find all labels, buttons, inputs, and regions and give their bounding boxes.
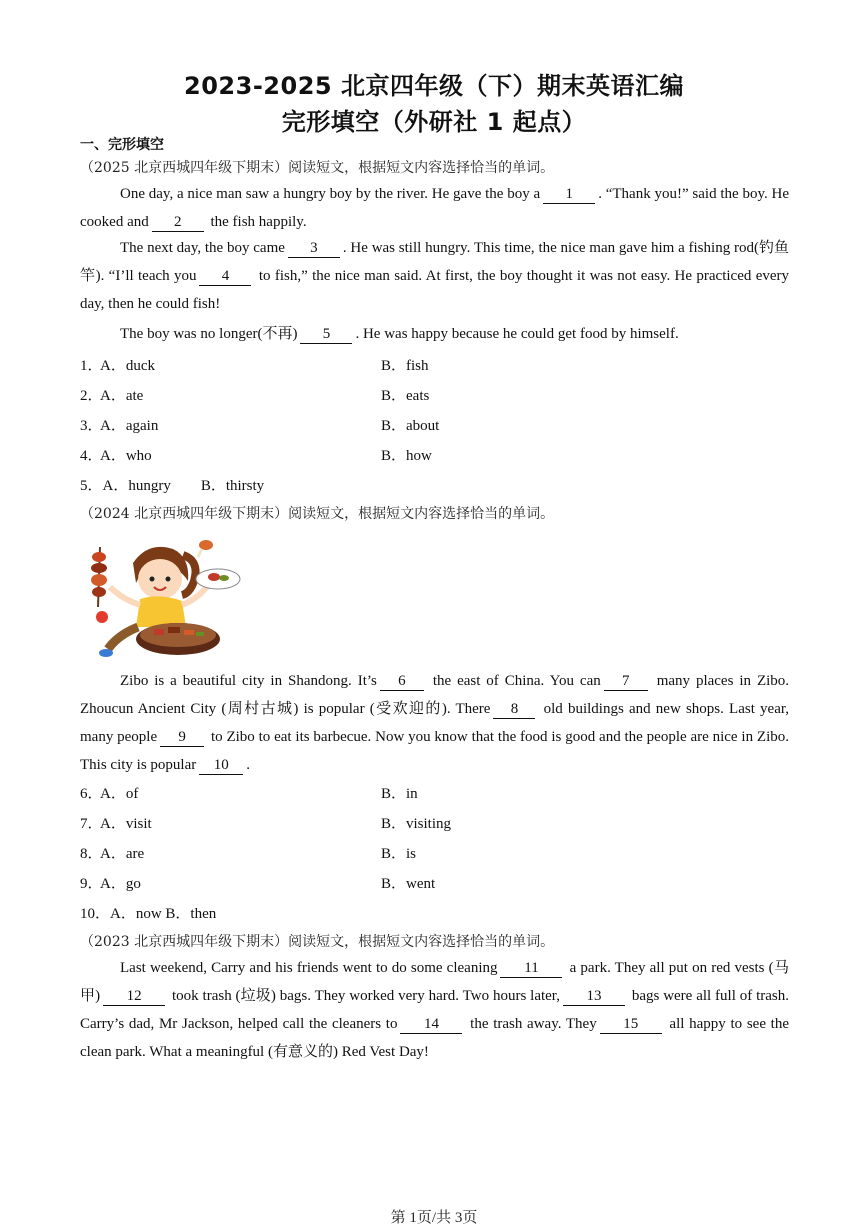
question-number: 9． xyxy=(80,876,103,892)
text-run: . “Thank you!” said the boy. He cooked and xyxy=(80,186,789,230)
text-run: Zibo is a beautiful city in Shandong. It’s xyxy=(120,673,377,689)
text-run: . He was happy because he could get food by himself. xyxy=(355,326,679,342)
blank-6: 6 xyxy=(380,672,424,691)
text-run: The next day, the boy came xyxy=(120,240,285,256)
question-number: 7． xyxy=(80,816,103,832)
question-9 xyxy=(80,872,789,894)
passage1-paragraph2 xyxy=(80,234,789,318)
option-b[interactable]: B．in xyxy=(381,786,418,802)
section-heading: 一、完形填空 xyxy=(80,137,164,153)
question-10-options[interactable]: 10．A．now B．then xyxy=(80,906,217,922)
option-b[interactable]: B．about xyxy=(381,418,440,434)
question-7 xyxy=(80,812,789,834)
text-run: the east of China. You can xyxy=(432,673,601,689)
option-a[interactable]: A．of xyxy=(100,786,139,802)
passage2-source: （2024 北京西城四年级下期末）阅读短文，根据短文内容选择恰当的单词。 xyxy=(80,506,555,522)
passage3-source: （2023 北京西城四年级下期末）阅读短文，根据短文内容选择恰当的单词。 xyxy=(80,934,555,950)
option-b[interactable]: B．fish xyxy=(381,358,429,374)
blank-15: 15 xyxy=(600,1015,662,1034)
blank-4: 4 xyxy=(199,267,251,286)
text-run: bags were all full of trash. Carry’s dad, Mr Jackson, helped call the cleaners to xyxy=(80,988,790,1032)
text-run: many places in Zibo. Zhoucun Ancient City (周村古城) is popular (受欢迎的). There xyxy=(80,673,790,717)
option-b[interactable]: B．how xyxy=(381,448,432,464)
option-a[interactable]: A．go xyxy=(100,876,141,892)
text-run: One day, a nice man saw a hungry boy by the river. He gave the boy a xyxy=(120,186,541,202)
text-run: to Zibo to eat its barbecue. Now you know that the food is good and the people are nice in Zibo. This city is popular xyxy=(80,729,789,773)
blank-2: 2 xyxy=(152,213,204,232)
blank-11: 11 xyxy=(500,959,562,978)
question-number: 8． xyxy=(80,846,103,862)
option-a[interactable]: A．visit xyxy=(100,816,152,832)
blank-12: 12 xyxy=(103,987,165,1006)
question-number: 1． xyxy=(80,358,103,374)
page-footer: 第 1页/共 3页 xyxy=(390,1210,478,1226)
passage1-source: （2025 北京西城四年级下期末）阅读短文，根据短文内容选择恰当的单词。 xyxy=(80,160,555,176)
option-a[interactable]: A．again xyxy=(100,418,159,434)
blank-7: 7 xyxy=(604,672,648,691)
question-1 xyxy=(80,354,789,376)
blank-1: 1 xyxy=(543,185,595,204)
blank-13: 13 xyxy=(563,987,625,1006)
girl-barbecue-illustration xyxy=(78,535,244,661)
passage2-paragraph xyxy=(80,667,789,779)
text-run: the fish happily. xyxy=(210,214,307,230)
blank-14: 14 xyxy=(400,1015,462,1034)
blank-8: 8 xyxy=(493,700,535,719)
text-run: all happy to see the clean park. What a meaningful (有意义的) Red Vest Day! xyxy=(80,1016,790,1060)
blank-9: 9 xyxy=(160,728,204,747)
question-4 xyxy=(80,444,789,466)
page-subtitle: 完形填空（外研社 1 起点） xyxy=(281,108,587,136)
question-number: 4． xyxy=(80,448,103,464)
text-run: took trash (垃圾) bags. They worked very hard. Two hours later, xyxy=(172,988,560,1004)
text-run: to fish,” the nice man said. At first, the boy thought it was not easy. He practiced every day, then he could fish! xyxy=(80,268,789,312)
text-run: Last weekend, Carry and his friends went to do some cleaning xyxy=(120,960,498,976)
text-run: old buildings and new shops. Last year, many people xyxy=(80,701,790,745)
option-b[interactable]: B．went xyxy=(381,876,436,892)
page-title: 2023-2025 北京四年级（下）期末英语汇编 xyxy=(184,72,684,100)
text-run: the trash away. They xyxy=(470,1016,597,1032)
passage1-paragraph3 xyxy=(80,320,789,348)
question-number: 3． xyxy=(80,418,103,434)
question-5 xyxy=(80,474,789,496)
question-8 xyxy=(80,842,789,864)
text-run: . He was still hungry. This time, the nice man gave him a fishing rod(钓鱼竿). “I’ll teach you xyxy=(80,240,789,284)
question-5-options[interactable]: 5．A．hungry B．thirsty xyxy=(80,478,265,494)
option-b[interactable]: B．visiting xyxy=(381,816,452,832)
option-b[interactable]: B．eats xyxy=(381,388,430,404)
blank-3: 3 xyxy=(288,239,340,258)
passage3-paragraph xyxy=(80,954,789,1066)
text-run: . xyxy=(246,757,250,773)
question-6 xyxy=(80,782,789,804)
question-2 xyxy=(80,384,789,406)
question-number: 6． xyxy=(80,786,103,802)
question-3 xyxy=(80,414,789,436)
question-10 xyxy=(80,902,789,924)
text-run: The boy was no longer(不再) xyxy=(120,326,298,342)
option-b[interactable]: B．is xyxy=(381,846,417,862)
option-a[interactable]: A．ate xyxy=(100,388,144,404)
text-run: a park. They all put on red vests (马甲) xyxy=(80,960,789,1004)
blank-10: 10 xyxy=(199,756,243,775)
option-a[interactable]: A．who xyxy=(100,448,152,464)
question-number: 2． xyxy=(80,388,103,404)
passage1-paragraph1 xyxy=(80,180,789,236)
option-a[interactable]: A．duck xyxy=(100,358,155,374)
blank-5: 5 xyxy=(300,325,352,344)
option-a[interactable]: A．are xyxy=(100,846,145,862)
